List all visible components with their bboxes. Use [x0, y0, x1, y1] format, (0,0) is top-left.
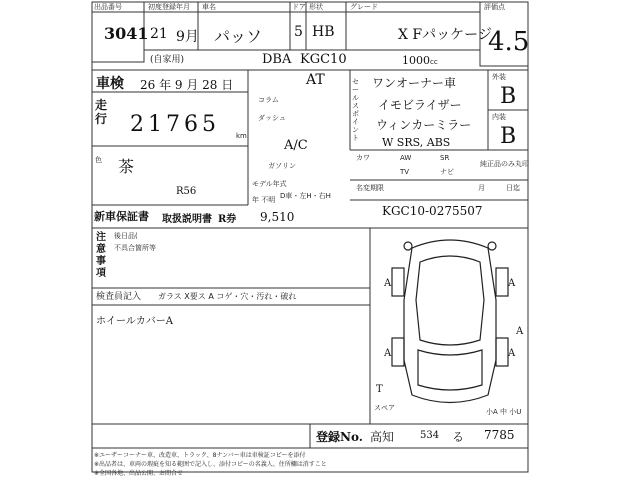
- equip-tv: TV: [400, 168, 410, 176]
- first-reg-label: 初度登録年月: [148, 3, 190, 11]
- km-label: km: [236, 132, 247, 140]
- car-name: パッソ: [214, 27, 263, 46]
- model-code: KGC10: [300, 52, 347, 67]
- mark-rr: A: [508, 348, 516, 359]
- scratch-legend: 小A 中 小U: [486, 408, 522, 416]
- column-label: コラム: [258, 96, 279, 104]
- equip-navi: ナビ: [440, 168, 454, 176]
- recycle-amount: 9,510: [260, 210, 295, 224]
- private-use: (自家用): [150, 55, 185, 65]
- model-year-unknown: 年 不明: [252, 196, 276, 204]
- model-year-label: モデル年式: [252, 180, 287, 188]
- score-label: 評価点: [484, 3, 505, 11]
- equip-sr: SR: [440, 154, 450, 162]
- manual-label: 取扱説明書: [162, 214, 212, 225]
- registration-label: 登録No.: [316, 430, 363, 444]
- exterior-grade: B: [500, 84, 517, 109]
- mileage: 21765: [130, 112, 220, 137]
- displacement-unit: cc: [430, 58, 438, 66]
- displacement: 1000: [402, 54, 430, 67]
- interior-grade: B: [500, 124, 517, 149]
- recycle-label: R券: [218, 214, 237, 225]
- interior-label: 内装: [492, 113, 506, 121]
- doors-label: ドア: [292, 3, 306, 11]
- color-label: 色: [95, 156, 102, 164]
- inspection-label: 車検: [96, 76, 124, 92]
- registration-class: 534: [420, 430, 440, 441]
- sales-point-label: セールスポイント: [352, 78, 359, 142]
- registration-kana: る: [452, 430, 465, 444]
- month-label: 月: [478, 184, 485, 192]
- grade-label: グレード: [350, 3, 378, 11]
- first-reg-year: 21: [150, 26, 168, 42]
- footer-note-2: ※出品者は、車両の瑕疵を知る範囲で記入し、添付コピーの名義人、住所欄は消すこと: [94, 461, 327, 468]
- footer-note-3: ※全国各地、出品公開、お問合せ: [94, 470, 184, 477]
- shape: HB: [312, 24, 335, 40]
- first-reg-month: 9月: [176, 29, 199, 45]
- stock-no: 3041: [104, 24, 149, 43]
- reg-change-label: 名変期限: [356, 184, 384, 192]
- sales-point-2: イモビライザー: [378, 98, 462, 112]
- spare-label: スペア: [374, 404, 395, 412]
- car-name-label: 車名: [202, 3, 216, 11]
- doors: 5: [294, 24, 303, 40]
- mileage-label: 走行: [95, 98, 108, 126]
- color: 茶: [118, 157, 135, 176]
- mark-rl: A: [384, 348, 392, 359]
- aircon: A/C: [284, 138, 308, 153]
- notes-label: 注意事項: [96, 232, 106, 279]
- seat-options: D車・左H・右H: [280, 192, 331, 200]
- inspection-date: 26 年 9 月 28 日: [140, 78, 234, 92]
- grade-score: 4.5: [488, 27, 530, 57]
- registration-area: 高知: [370, 430, 395, 444]
- pure-parts-label: 純正品のみ丸印: [480, 160, 529, 168]
- stock-no-label: 出品番号: [94, 3, 122, 11]
- after-date-label: 後日品(: [114, 232, 138, 240]
- mark-fl: A: [384, 278, 392, 289]
- damage-labels: ガラス X要ス A コゲ・穴・汚れ・破れ: [158, 292, 297, 301]
- mark-fr: A: [508, 278, 516, 289]
- color-code: R56: [176, 186, 197, 197]
- fuel: ガソリン: [268, 162, 296, 170]
- equip-kawa: カワ: [356, 154, 370, 162]
- chassis-no: KGC10-0275507: [382, 204, 483, 218]
- inspector-label: 検査員記入: [96, 292, 142, 302]
- sales-point-3: ウィンカーミラー: [376, 118, 472, 132]
- defect-label: 不具合箇所等: [114, 244, 156, 252]
- day-label: 日迄: [506, 184, 520, 192]
- mark-side: A: [516, 326, 524, 337]
- warranty-label: 新車保証書: [94, 210, 149, 223]
- model-prefix: DBA: [262, 52, 292, 67]
- mark-spare: T: [376, 384, 383, 395]
- grade: X Fパッケージ: [398, 27, 492, 43]
- shape-label: 形状: [309, 3, 323, 11]
- equip-aw: AW: [400, 154, 412, 162]
- transmission: AT: [306, 72, 325, 88]
- inspector-notes: ホイールカバーA: [96, 316, 174, 327]
- car-diagram: [392, 240, 508, 403]
- exterior-label: 外装: [492, 73, 506, 81]
- dash-label: ダッシュ: [258, 114, 286, 122]
- sales-point-4: W SRS, ABS: [382, 136, 451, 149]
- registration-no: 7785: [484, 428, 515, 442]
- footer-note-1: ※ユーザーコーナー車、改造車、トラック、8ナンバー車は車検証コピーを添付: [94, 452, 306, 459]
- sales-point-1: ワンオーナー車: [372, 76, 457, 90]
